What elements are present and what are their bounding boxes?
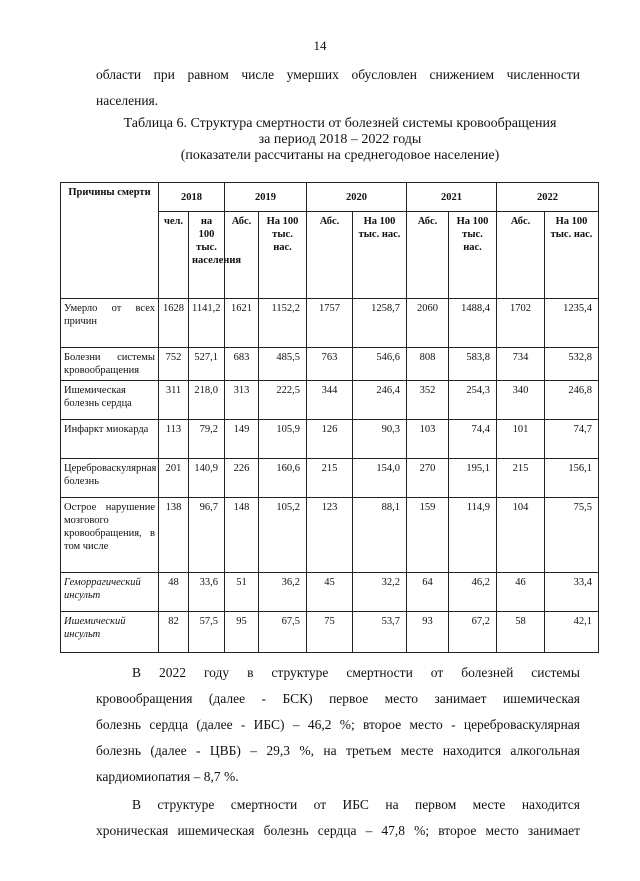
rate-value-cell: 32,2 bbox=[353, 573, 407, 612]
abs-value-cell: 148 bbox=[225, 498, 259, 573]
year-header-row bbox=[61, 183, 599, 212]
table-row bbox=[61, 299, 599, 348]
rate-value-cell: 67,5 bbox=[259, 612, 307, 653]
rate-value-cell: 67,2 bbox=[449, 612, 497, 653]
abs-value-cell: 64 bbox=[407, 573, 449, 612]
rate-value-cell: 527,1 bbox=[189, 348, 225, 381]
rate-value-cell: 1235,4 bbox=[545, 299, 599, 348]
rate-value-cell: 90,3 bbox=[353, 420, 407, 459]
rate-value-cell: 1141,2 bbox=[189, 299, 225, 348]
rate-header: На 100 тыс. нас. bbox=[259, 212, 307, 299]
row-label: Болезни системы кровообращения bbox=[61, 348, 159, 381]
abs-value-cell: 103 bbox=[407, 420, 449, 459]
abs-value-cell: 215 bbox=[497, 459, 545, 498]
abs-value-cell: 58 bbox=[497, 612, 545, 653]
abs-value-cell: 313 bbox=[225, 381, 259, 420]
abs-value-cell: 344 bbox=[307, 381, 353, 420]
rate-value-cell: 46,2 bbox=[449, 573, 497, 612]
rate-value-cell: 485,5 bbox=[259, 348, 307, 381]
table-row bbox=[61, 498, 599, 573]
table-caption bbox=[60, 116, 620, 164]
abs-value-cell: 95 bbox=[225, 612, 259, 653]
row-label: Острое нарушение мозгового кровообращения, в том числе bbox=[61, 498, 159, 573]
abs-value-cell: 46 bbox=[497, 573, 545, 612]
paragraph-line: хроническая ишемическая болезнь сердца – 47,8 %; второе место занимает bbox=[96, 823, 580, 838]
caption-title: Таблица 6. Структура смертности от болезней системы кровообращения bbox=[123, 116, 557, 131]
abs-value-cell: 126 bbox=[307, 420, 353, 459]
row-label: Умерло от всех причин bbox=[61, 299, 159, 348]
abs-value-cell: 75 bbox=[307, 612, 353, 653]
rate-value-cell: 75,5 bbox=[545, 498, 599, 573]
rate-header: На 100 тыс. нас. bbox=[545, 212, 599, 299]
abs-value-cell: 752 bbox=[159, 348, 189, 381]
abs-value-cell: 1621 bbox=[225, 299, 259, 348]
causes-header: Причины смерти bbox=[61, 183, 159, 299]
abs-value-cell: 159 bbox=[407, 498, 449, 573]
table-row bbox=[61, 420, 599, 459]
rate-value-cell: 36,2 bbox=[259, 573, 307, 612]
intro-line: населения. bbox=[96, 93, 159, 108]
row-label: Ишемическая болезнь сердца bbox=[61, 381, 159, 420]
rate-value-cell: 74,7 bbox=[545, 420, 599, 459]
abs-value-cell: 808 bbox=[407, 348, 449, 381]
intro-paragraph bbox=[96, 62, 580, 114]
rate-value-cell: 105,9 bbox=[259, 420, 307, 459]
rate-value-cell: 583,8 bbox=[449, 348, 497, 381]
rate-value-cell: 222,5 bbox=[259, 381, 307, 420]
caption-note: (показатели рассчитаны на среднегодовое население) bbox=[180, 148, 500, 163]
rate-value-cell: 88,1 bbox=[353, 498, 407, 573]
abs-header: Абс. bbox=[497, 212, 545, 299]
table-row bbox=[61, 348, 599, 381]
rate-value-cell: 1258,7 bbox=[353, 299, 407, 348]
rate-header: На 100 тыс. нас. bbox=[449, 212, 497, 299]
abs-value-cell: 201 bbox=[159, 459, 189, 498]
row-label: Инфаркт миокарда bbox=[61, 420, 159, 459]
abs-value-cell: 683 bbox=[225, 348, 259, 381]
mortality-table bbox=[60, 182, 599, 653]
abs-value-cell: 215 bbox=[307, 459, 353, 498]
rate-value-cell: 79,2 bbox=[189, 420, 225, 459]
abs-value-cell: 763 bbox=[307, 348, 353, 381]
abs-value-cell: 270 bbox=[407, 459, 449, 498]
caption-period: за период 2018 – 2022 годы bbox=[258, 132, 422, 147]
year-header: 2018 bbox=[159, 183, 225, 212]
year-header: 2022 bbox=[497, 183, 599, 212]
rate-header: на 100 тыс. населения bbox=[189, 212, 225, 299]
abs-header: чел. bbox=[159, 212, 189, 299]
rate-value-cell: 74,4 bbox=[449, 420, 497, 459]
paragraph-line: болезнь (далее - ЦВБ) – 29,3 %, на третьем месте находится алкогольная bbox=[96, 743, 580, 758]
abs-value-cell: 82 bbox=[159, 612, 189, 653]
table-body bbox=[61, 299, 599, 653]
rate-value-cell: 156,1 bbox=[545, 459, 599, 498]
abs-value-cell: 226 bbox=[225, 459, 259, 498]
abs-header: Абс. bbox=[407, 212, 449, 299]
paragraph-line: В структуре смертности от ИБС на первом месте находится bbox=[132, 797, 580, 812]
abs-value-cell: 48 bbox=[159, 573, 189, 612]
table-row bbox=[61, 381, 599, 420]
rate-value-cell: 246,4 bbox=[353, 381, 407, 420]
row-label: Геморрагический инсульт bbox=[61, 573, 159, 612]
abs-value-cell: 93 bbox=[407, 612, 449, 653]
page-number: 14 bbox=[313, 38, 327, 53]
table-row bbox=[61, 459, 599, 498]
rate-value-cell: 246,8 bbox=[545, 381, 599, 420]
abs-value-cell: 138 bbox=[159, 498, 189, 573]
abs-value-cell: 101 bbox=[497, 420, 545, 459]
rate-value-cell: 114,9 bbox=[449, 498, 497, 573]
rate-value-cell: 33,6 bbox=[189, 573, 225, 612]
row-label: Ишемический инсульт bbox=[61, 612, 159, 653]
abs-value-cell: 1628 bbox=[159, 299, 189, 348]
table-row bbox=[61, 612, 599, 653]
rate-value-cell: 532,8 bbox=[545, 348, 599, 381]
rate-value-cell: 546,6 bbox=[353, 348, 407, 381]
abs-value-cell: 113 bbox=[159, 420, 189, 459]
intro-line: области при равном числе умерших обусловлен снижением численности bbox=[96, 67, 580, 82]
abs-value-cell: 123 bbox=[307, 498, 353, 573]
table-row bbox=[61, 573, 599, 612]
abs-value-cell: 1702 bbox=[497, 299, 545, 348]
rate-value-cell: 33,4 bbox=[545, 573, 599, 612]
year-header: 2020 bbox=[307, 183, 407, 212]
abs-header: Абс. bbox=[307, 212, 353, 299]
rate-value-cell: 160,6 bbox=[259, 459, 307, 498]
paragraph-line: В 2022 году в структуре смертности от болезней системы bbox=[132, 665, 580, 680]
rate-value-cell: 53,7 bbox=[353, 612, 407, 653]
rate-value-cell: 105,2 bbox=[259, 498, 307, 573]
abs-value-cell: 311 bbox=[159, 381, 189, 420]
abs-value-cell: 340 bbox=[497, 381, 545, 420]
rate-value-cell: 218,0 bbox=[189, 381, 225, 420]
paragraph-line: кровообращения (далее - БСК) первое место занимает ишемическая bbox=[96, 691, 580, 706]
paragraph-ibs-structure bbox=[96, 792, 580, 844]
rate-value-cell: 1488,4 bbox=[449, 299, 497, 348]
rate-value-cell: 140,9 bbox=[189, 459, 225, 498]
rate-value-cell: 42,1 bbox=[545, 612, 599, 653]
rate-value-cell: 154,0 bbox=[353, 459, 407, 498]
rate-header: На 100 тыс. нас. bbox=[353, 212, 407, 299]
rate-value-cell: 195,1 bbox=[449, 459, 497, 498]
abs-value-cell: 104 bbox=[497, 498, 545, 573]
abs-value-cell: 51 bbox=[225, 573, 259, 612]
paragraph-line: кардиомиопатия – 8,7 %. bbox=[96, 769, 239, 784]
year-header: 2019 bbox=[225, 183, 307, 212]
abs-value-cell: 734 bbox=[497, 348, 545, 381]
paragraph-line: болезнь сердца (далее - ИБС) – 46,2 %; второе место - цереброваскулярная bbox=[96, 717, 580, 732]
abs-value-cell: 1757 bbox=[307, 299, 353, 348]
rate-value-cell: 254,3 bbox=[449, 381, 497, 420]
abs-value-cell: 45 bbox=[307, 573, 353, 612]
abs-value-cell: 352 bbox=[407, 381, 449, 420]
abs-value-cell: 2060 bbox=[407, 299, 449, 348]
abs-header: Абс. bbox=[225, 212, 259, 299]
rate-value-cell: 57,5 bbox=[189, 612, 225, 653]
rate-value-cell: 1152,2 bbox=[259, 299, 307, 348]
rate-value-cell: 96,7 bbox=[189, 498, 225, 573]
abs-value-cell: 149 bbox=[225, 420, 259, 459]
paragraph-bsk-structure bbox=[96, 660, 580, 790]
row-label: Цереброваскулярная болезнь bbox=[61, 459, 159, 498]
year-header: 2021 bbox=[407, 183, 497, 212]
